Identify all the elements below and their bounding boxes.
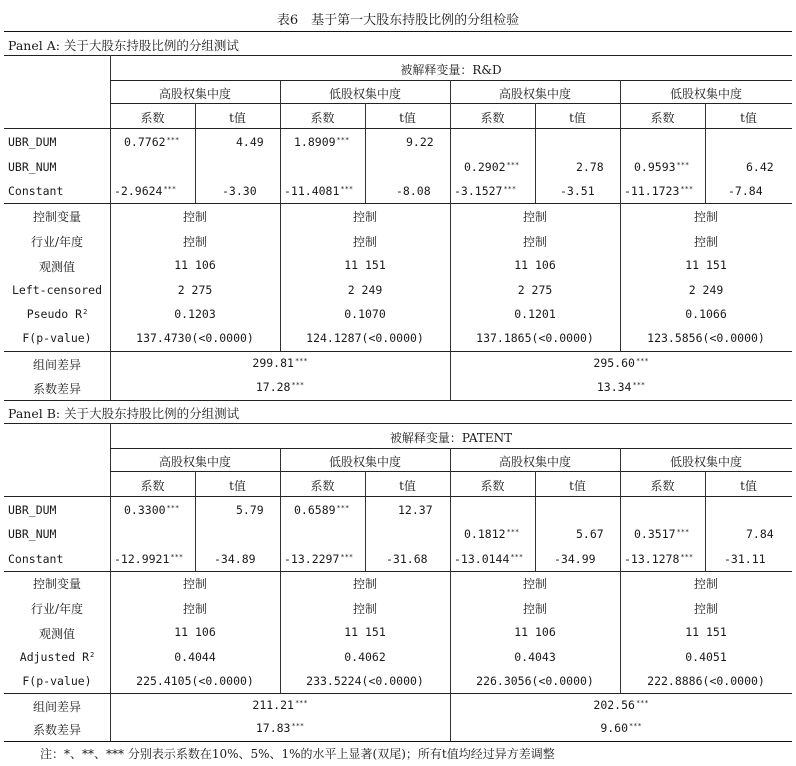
- panel-a-f-label: F(p-value): [22, 331, 92, 345]
- panel-b-group-4: 低股权集中度: [669, 455, 742, 469]
- panel-a-f-3: 137.1865(<0.0000): [476, 331, 594, 345]
- panel-a-title: Panel A: 关于大股东持股比例的分组测试: [8, 38, 239, 53]
- panel-a-coefdiff-2: 13.34***: [596, 380, 646, 394]
- panel-b-between-label: 组间差异: [32, 700, 81, 714]
- panel-a-constant-coef-1: -2.9624***: [114, 184, 177, 198]
- panel-a-coefdiff-1: 17.28***: [255, 380, 305, 394]
- panel-a-coef-bottom-rule: [4, 203, 792, 204]
- panel-a-group-2: 低股权集中度: [328, 87, 401, 101]
- panel-a-ind-year-3: 控制: [522, 235, 547, 249]
- panel-a-ubr-num-label: UBR_NUM: [8, 160, 57, 174]
- table-title: 表6 基于第一大股东持股比例的分组检验: [276, 13, 520, 28]
- panel-b-controls-2: 控制: [352, 577, 377, 591]
- panel-a-ind-year-1: 控制: [182, 235, 207, 249]
- panel-b-group-divider-1: [280, 448, 281, 571]
- panel-b-header-rule-2: [110, 471, 792, 472]
- panel-b-between-1: 211.21***: [252, 698, 308, 712]
- panel-b-controls-label: 控制变量: [32, 577, 81, 591]
- panel-a-coef-header-2: 系数: [310, 111, 335, 125]
- panel-b-constant-t-2: -31.68: [386, 552, 428, 566]
- panel-b-group-3: 高股权集中度: [498, 455, 571, 469]
- panel-a-ubr-num-coef-3: 0.2902***: [464, 160, 520, 174]
- panel-b-obs-1: 11 106: [174, 625, 216, 639]
- panel-a-stats-bottom-rule: [4, 351, 792, 352]
- panel-b-ubr-dum-coef-2: 0.6589***: [294, 503, 350, 517]
- panel-b-between-2: 202.56***: [593, 698, 649, 712]
- panel-a-stub-divider: [110, 55, 111, 400]
- panel-b-obs-4: 11 151: [685, 625, 727, 639]
- panel-a-ind-year-2: 控制: [352, 235, 377, 249]
- panel-b-dependent-variable: 被解释变量：PATENT: [389, 431, 513, 445]
- panel-a-constant-label: Constant: [8, 184, 64, 198]
- panel-a-controls-2: 控制: [352, 210, 377, 224]
- panel-a-bottom-rule: [4, 400, 792, 401]
- panel-a-t-header-1: t值: [229, 111, 246, 125]
- panel-b-ubr-num-t-3: 5.67: [576, 527, 604, 541]
- panel-b-ind-year-label: 行业/年度: [30, 602, 84, 616]
- panel-a-between-label: 组间差异: [32, 358, 81, 372]
- panel-b-t-header-1: t值: [229, 479, 246, 493]
- panel-a-controls-1: 控制: [182, 210, 207, 224]
- panel-a-group-divider-1: [280, 80, 281, 203]
- panel-a-group-1: 高股权集中度: [158, 87, 231, 101]
- panel-b-controls-4: 控制: [693, 577, 718, 591]
- panel-b-group-2: 低股权集中度: [328, 455, 401, 469]
- panel-b-constant-t-3: -34.99: [554, 552, 596, 566]
- panel-a-controls-4: 控制: [693, 210, 718, 224]
- panel-a-ind-year-4: 控制: [693, 235, 718, 249]
- panel-b-adj-r2-3: 0.4043: [514, 650, 556, 664]
- panel-a-ubr-dum-label: UBR_DUM: [8, 135, 57, 149]
- panel-a-ind-year-label: 行业/年度: [30, 235, 84, 249]
- panel-b-obs-label: 观测值: [38, 627, 75, 641]
- panel-b-ubr-dum-label: UBR_DUM: [8, 503, 57, 517]
- panel-a-rule: [4, 55, 792, 56]
- panel-b-constant-coef-1: -12.9921***: [114, 552, 184, 566]
- panel-a-f-2: 124.1287(<0.0000): [306, 331, 424, 345]
- panel-b-constant-coef-4: -13.1278***: [624, 552, 694, 566]
- panel-a-between-2: 295.60***: [593, 356, 649, 370]
- panel-b-ind-year-3: 控制: [522, 602, 547, 616]
- panel-b-controls-1: 控制: [182, 577, 207, 591]
- panel-b-adj-r2-label: Adjusted $R^2$: [19, 650, 95, 664]
- panel-a-group-3: 高股权集中度: [498, 87, 571, 101]
- panel-b-coefdiff-1: 17.83***: [255, 721, 305, 735]
- panel-b-controls-3: 控制: [522, 577, 547, 591]
- panel-b-title: Panel B: 关于大股东持股比例的分组测试: [8, 406, 240, 421]
- panel-b-coefdiff-2: 9.60***: [600, 721, 642, 735]
- panel-b-ubr-num-coef-4: 0.3517***: [634, 527, 690, 541]
- panel-a-pseudo-r2-label: Pseudo $R^2$: [26, 307, 88, 321]
- panel-b-rule: [4, 423, 792, 424]
- panel-a-coef-header-4: 系数: [650, 111, 675, 125]
- panel-b-group-1: 高股权集中度: [158, 455, 231, 469]
- panel-a-header-rule-2: [110, 103, 792, 104]
- table-note: 注：*、**、*** 分别表示系数在10%、5%、1%的水平上显著(双尾)；所有t值均经过异方差调整: [40, 747, 555, 761]
- panel-b-ind-year-4: 控制: [693, 602, 718, 616]
- panel-a-ubr-dum-coef-2: 1.8909***: [294, 135, 350, 149]
- panel-b-f-label: F(p-value): [22, 674, 92, 688]
- panel-a-t-header-3: t值: [569, 111, 586, 125]
- panel-b-constant-label: Constant: [8, 552, 64, 566]
- panel-b-ubr-dum-t-2: 12.37: [398, 503, 433, 517]
- panel-a-obs-4: 11 151: [685, 258, 727, 272]
- panel-a-stat-divider-3: [620, 203, 621, 351]
- panel-b-coef-bottom-rule: [4, 571, 792, 572]
- panel-a-constant-t-1: -3.30: [222, 184, 257, 198]
- panel-a-constant-coef-4: -11.1723***: [624, 184, 694, 198]
- panel-b-obs-2: 11 151: [344, 625, 386, 639]
- panel-b-group-divider-3: [620, 448, 621, 571]
- panel-a-ubr-dum-t-2: 9.22: [406, 135, 434, 149]
- panel-b-ubr-num-coef-3: 0.1812***: [464, 527, 520, 541]
- panel-a-ubr-dum-coef-1: 0.7762***: [124, 135, 180, 149]
- panel-a-t-header-4: t值: [740, 111, 757, 125]
- panel-a-group-divider-3: [620, 80, 621, 203]
- panel-b-header-rule-1: [110, 448, 792, 449]
- panel-a-left-censored-label: Left-censored: [11, 283, 102, 297]
- panel-b-constant-coef-3: -13.0144***: [454, 552, 524, 566]
- panel-b-constant-coef-2: -13.2297***: [284, 552, 354, 566]
- panel-b-coef-header-3: 系数: [480, 479, 505, 493]
- panel-a-constant-coef-2: -11.4081***: [284, 184, 354, 198]
- panel-b-t-header-4: t值: [740, 479, 757, 493]
- panel-a-pseudo-r2-2: 0.1070: [344, 307, 386, 321]
- panel-b-adj-r2-4: 0.4051: [685, 650, 727, 664]
- panel-a-pseudo-r2-1: 0.1203: [174, 307, 216, 321]
- panel-b-f-3: 226.3056(<0.0000): [476, 674, 594, 688]
- panel-b-t-header-3: t值: [569, 479, 586, 493]
- panel-a-constant-t-3: -3.51: [560, 184, 595, 198]
- panel-b-ubr-dum-coef-1: 0.3300***: [124, 503, 180, 517]
- panel-b-f-2: 233.5224(<0.0000): [306, 674, 424, 688]
- panel-a-pseudo-r2-4: 0.1066: [685, 307, 727, 321]
- panel-b-ind-year-1: 控制: [182, 602, 207, 616]
- panel-b-t-header-2: t值: [399, 479, 416, 493]
- panel-b-ubr-num-label: UBR_NUM: [8, 527, 57, 541]
- panel-a-t-header-2: t值: [399, 111, 416, 125]
- panel-a-controls-label: 控制变量: [32, 210, 81, 224]
- panel-b-ubr-dum-t-1: 5.79: [236, 503, 264, 517]
- panel-b-adj-r2-2: 0.4062: [344, 650, 386, 664]
- panel-b-constant-t-4: -31.11: [724, 552, 766, 566]
- panel-a-obs-2: 11 151: [344, 258, 386, 272]
- panel-a-left-censored-1: 2 275: [177, 283, 213, 297]
- panel-b-coef-header-4: 系数: [650, 479, 675, 493]
- panel-a-obs-3: 11 106: [514, 258, 556, 272]
- panel-b-coef-header-1: 系数: [140, 479, 165, 493]
- panel-a-left-censored-4: 2 249: [688, 283, 724, 297]
- panel-a-coef-header-1: 系数: [140, 111, 165, 125]
- panel-a-ubr-num-t-4: 6.42: [746, 160, 774, 174]
- panel-b-stats-bottom-rule: [4, 693, 792, 694]
- panel-b-coef-header-2: 系数: [310, 479, 335, 493]
- panel-a-ubr-num-coef-4: 0.9593***: [634, 160, 690, 174]
- panel-a-ubr-num-t-3: 2.78: [576, 160, 604, 174]
- panel-b-constant-t-1: -34.89: [214, 552, 256, 566]
- panel-a-header-bottom-rule: [4, 128, 792, 129]
- panel-a-dependent-variable: 被解释变量：R&D: [400, 63, 502, 77]
- panel-a-group-4: 低股权集中度: [669, 87, 742, 101]
- panel-b-f-4: 222.8886(<0.0000): [647, 674, 765, 688]
- panel-b-adj-r2-1: 0.4044: [174, 650, 216, 664]
- panel-a-obs-1: 11 106: [174, 258, 216, 272]
- panel-a-ubr-dum-t-1: 4.49: [236, 135, 264, 149]
- panel-a-pseudo-r2-3: 0.1201: [514, 307, 556, 321]
- panel-a-constant-coef-3: -3.1527***: [454, 184, 517, 198]
- panel-a-f-4: 123.5856(<0.0000): [647, 331, 765, 345]
- panel-a-constant-t-2: -8.08: [396, 184, 431, 198]
- panel-b-ubr-num-t-4: 7.84: [746, 527, 774, 541]
- panel-a-controls-3: 控制: [522, 210, 547, 224]
- bottom-rule: [4, 741, 792, 742]
- panel-a-constant-t-4: -7.84: [728, 184, 763, 198]
- panel-a-between-1: 299.81***: [252, 356, 308, 370]
- panel-a-left-censored-2: 2 249: [347, 283, 383, 297]
- panel-a-coef-header-3: 系数: [480, 111, 505, 125]
- panel-b-f-1: 225.4105(<0.0000): [136, 674, 254, 688]
- panel-a-header-rule-1: [110, 80, 792, 81]
- panel-a-coefdiff-label: 系数差异: [32, 382, 81, 396]
- panel-a-obs-label: 观测值: [38, 260, 75, 274]
- panel-b-ind-year-2: 控制: [352, 602, 377, 616]
- panel-b-header-bottom-rule: [4, 496, 792, 497]
- panel-a-stat-divider-1: [280, 203, 281, 351]
- panel-a-left-censored-3: 2 275: [517, 283, 553, 297]
- panel-a-f-1: 137.4730(<0.0000): [136, 331, 254, 345]
- panel-b-obs-3: 11 106: [514, 625, 556, 639]
- top-rule: [4, 31, 792, 32]
- panel-b-coefdiff-label: 系数差异: [32, 723, 81, 737]
